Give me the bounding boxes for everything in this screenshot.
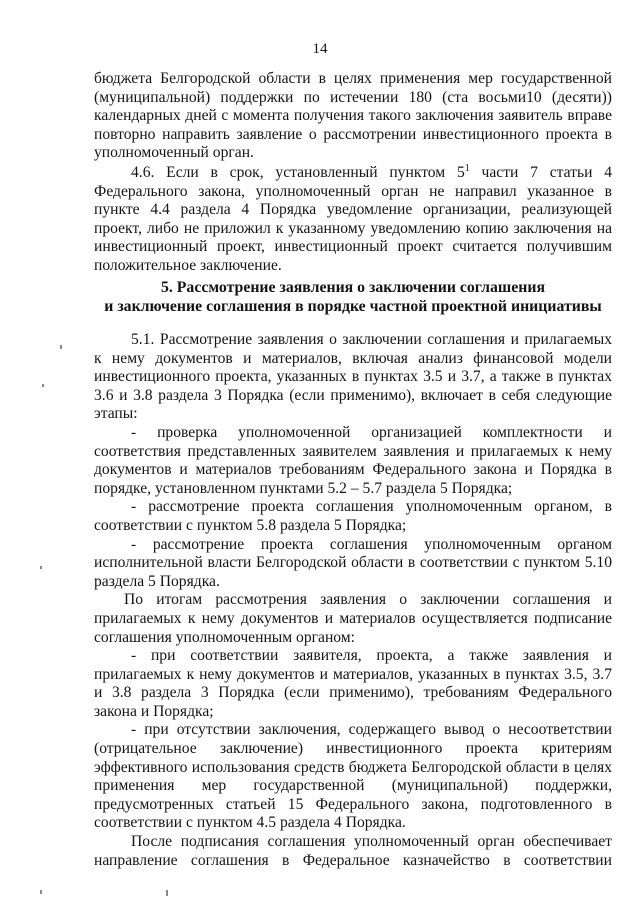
paragraph: бюджета Белгородской области в целях применения мер государственной (муниципальной) поддержки по истечении 180 (ста восьми10 (десяти)) календарных дней с момента получения такого заключения заявитель вправе повторно направить заявление о рассмотрении инвестиционного проекта в уполномоченный орган.: [94, 70, 612, 162]
paragraph-4-6: [94, 164, 612, 276]
section-5-heading: [94, 278, 612, 316]
scan-speck: [40, 890, 42, 894]
paragraph-4-6-start: 4.6. Если в срок, установленный пунктом 5: [131, 163, 465, 181]
paragraph: После подписания соглашения уполномоченный орган обеспечивает направление соглашения в Федеральное казначейство в соответствии: [94, 833, 612, 869]
scan-speck: [166, 890, 168, 896]
list-item: - рассмотрение проекта соглашения уполномоченным органом исполнительной власти Белгородской области в соответствии с пунктом 5.10 раздела 5 Порядка.: [94, 535, 612, 590]
paragraph: По итогам рассмотрения заявления о заключении соглашения и прилагаемых к нему документов и материалов осуществляется подписание соглашения уполномоченным органом:: [94, 591, 612, 646]
section-5-body: [94, 331, 612, 870]
scan-speck: [60, 345, 62, 349]
list-item: - проверка уполномоченной организацией комплектности и соответствия представленных заявителем заявления и прилагаемых к нему документов и материалов требованиям Федерального закона и Порядка в порядке, установленном пунктами 5.2 – 5.7 раздела 5 Порядка;: [94, 423, 612, 497]
heading-line-2: и заключение соглашения в порядке частной проектной инициативы: [104, 298, 602, 315]
heading-line-1: 5. Рассмотрение заявления о заключении соглашения: [160, 279, 546, 296]
section-4-continuation: [94, 70, 612, 276]
superscript: 1: [464, 162, 470, 174]
list-item: - рассмотрение проекта соглашения уполномоченным органом, в соответствии с пунктом 5.8 раздела 5 Порядка;: [94, 498, 612, 534]
paragraph-4-6-rest: части 7 статьи 4 Федерального закона, уполномоченный орган не направил указанное в пункте 4.4 раздела 4 Порядка уведомление организации, реализующей проект, либо не приложил к указанному уведомлению копию заключения на инвестиционный проект, инвестиционный проект считается получившим положительное заключение.: [94, 163, 612, 274]
paragraph-5-1: 5.1. Рассмотрение заявления о заключении соглашения и прилагаемых к нему документов и материалов, включая анализ финансовой модели инвестиционного проекта, указанных в пунктах 3.5 и 3.7, а также в пунктах 3.6 и 3.8 раздела 3 Порядка (если применимо), включает в себя следующие этапы:: [94, 331, 612, 423]
list-item: - при соответствии заявителя, проекта, а также заявления и прилагаемых к нему документов и материалов, указанных в пунктах 3.5, 3.7 и 3.8 раздела 3 Порядка (если применимо), требованиям Федерального закона и Порядка;: [94, 647, 612, 720]
scan-speck: [40, 566, 42, 569]
scan-speck: [42, 384, 44, 387]
list-item: - при отсутствии заключения, содержащего вывод о несоответствии (отрицательное заключение) инвестиционного проекта критериям эффективного использования средств бюджета Белгородской области в целях применения мер государственной (муниципальной) поддержки, предусмотренных статьей 15 Федерального закона, подготовленного в соответствии с пунктом 4.5 раздела 4 Порядка.: [94, 721, 612, 832]
page-number: 14: [312, 41, 328, 57]
